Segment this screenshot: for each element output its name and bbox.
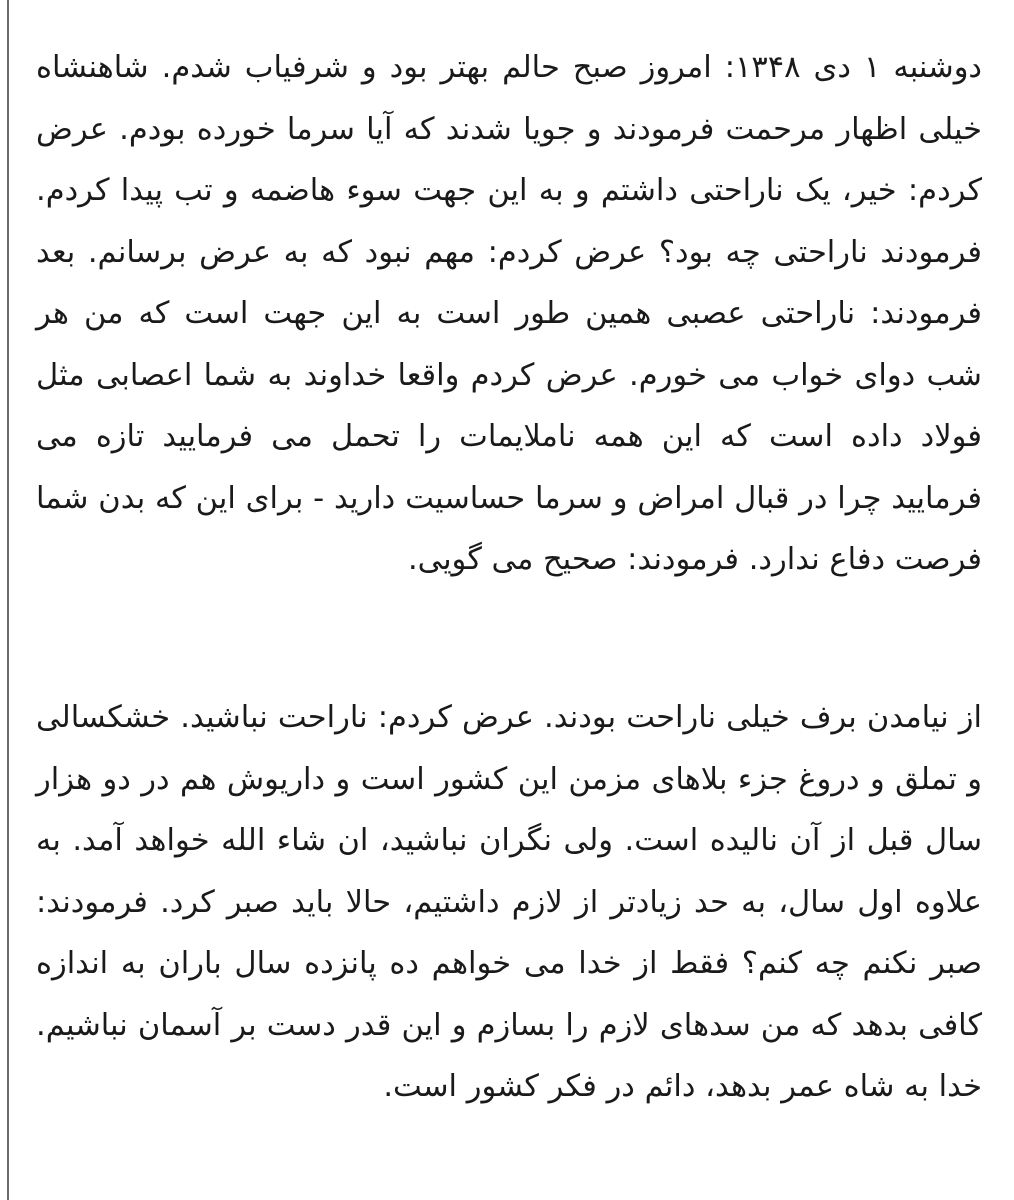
diary-paragraph-2: از نیامدن برف خیلی ناراحت بودند. عرض کردم: ناراحت نباشید. خشکسالی و تملق و دروغ جزء بلاهای مزمن این کشور است و داریوش هم در دو هزار سال قبل از آن نالیده است. ولی نگران نباشید، ان شاء الله خواهد آمد. به علاوه اول سال، به حد زیادتر از لازم داشتیم، حالا باید صبر کرد. فرمودند: صبر نکنم چه کنم؟ فقط از خدا می خواهم ده پانزده سال باران به اندازه کافی بدهد که من سدهای لازم را بسازم و این قدر دست بر آسمان نباشیم. خدا به شاه عمر بدهد، دائم در فکر کشور است.: [36, 700, 982, 1104]
left-border-rule: [7, 0, 9, 1200]
diary-paragraph-1: دوشنبه ۱ دی ۱۳۴۸: امروز صبح حالم بهتر بود و شرفیاب شدم. شاهنشاه خیلی اظهار مرحمت فرمودند و جویا شدند که آیا سرما خورده بودم. عرض کردم: خیر، یک ناراحتی داشتم و به این جهت سوء هاضمه و تب پیدا کردم. فرمودند ناراحتی چه بود؟ عرض کردم: مهم نبود که به عرض برسانم. بعد فرمودند: ناراحتی عصبی همین طور است به این جهت است که من هر شب دوای خواب می خورم. عرض کردم واقعا خداوند به شما اعصابی مثل فولاد داده است که این همه ناملایمات را تحمل می فرمایید تازه می فرمایید چرا در قبال امراض و سرما حساسیت دارید - برای این که بدن شما فرصت دفاع ندارد. فرمودند: صحیح می گویی.: [36, 50, 983, 577]
